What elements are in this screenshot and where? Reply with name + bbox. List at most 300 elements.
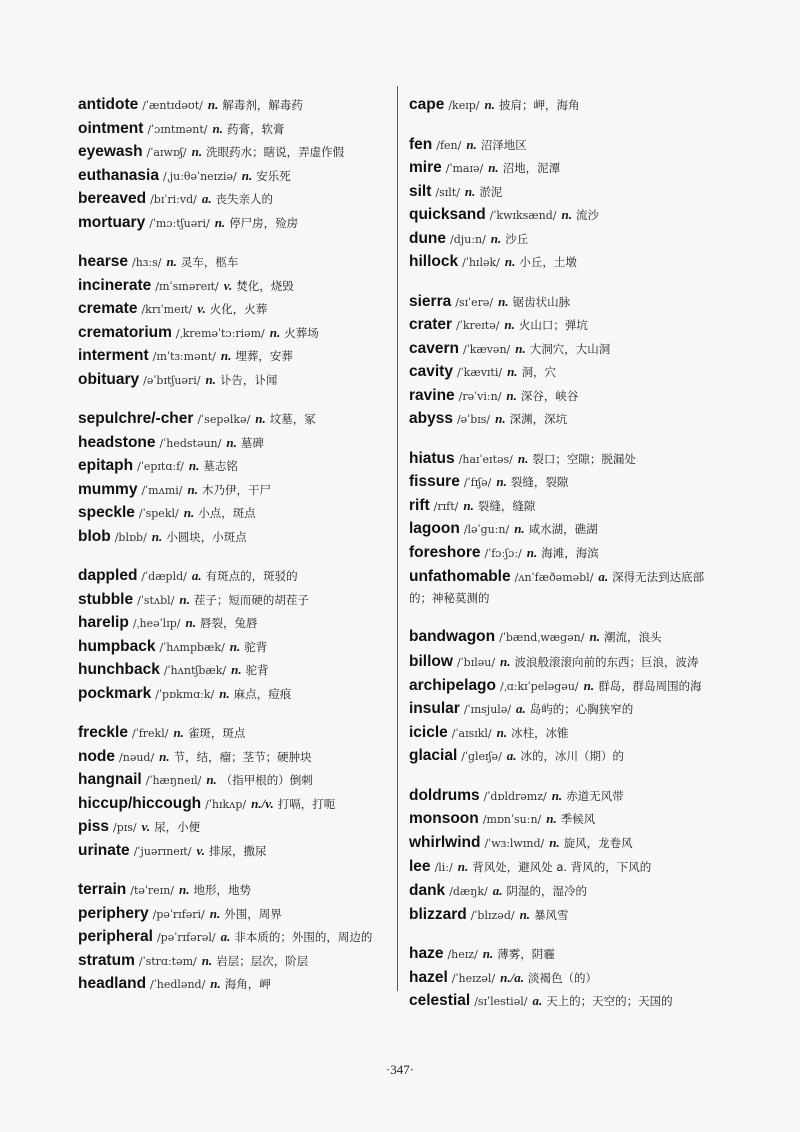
phonetic: /krɪˈmeɪt/ (141, 303, 193, 316)
phonetic: /ˈɔɪntmənt/ (147, 122, 208, 136)
definition: 药膏，软膏 (227, 121, 285, 136)
phonetic: /ˈhedstəun/ (159, 436, 222, 450)
part-of-speech: n. (210, 976, 221, 991)
phonetic: /ˈkwɪksænd/ (489, 209, 557, 222)
part-of-speech: n. (488, 160, 499, 175)
headword: dank (409, 882, 446, 899)
left-column (78, 94, 388, 997)
column-divider (397, 86, 398, 991)
definition: 岛屿的；心胸狭窄的 (529, 702, 634, 716)
headword: pockmark (78, 684, 152, 702)
entry-group (78, 722, 388, 863)
definition: 群岛，群岛周围的海 (598, 678, 702, 693)
phonetic: /ˈjuərɪneɪt/ (133, 844, 192, 858)
headword: mummy (78, 480, 138, 498)
vocab-entry (78, 141, 388, 165)
headword: rift (409, 496, 430, 514)
part-of-speech: n. (549, 834, 560, 850)
headword: haze (409, 945, 444, 962)
definition: 流沙 (575, 208, 599, 222)
definition: 麻点，痘痕 (233, 686, 292, 701)
headword: headstone (78, 433, 156, 451)
vocab-entry (409, 408, 727, 432)
part-of-speech: n. (561, 207, 572, 222)
headword: cremate (78, 300, 138, 317)
group-spacer (409, 275, 727, 291)
vocab-entry (78, 879, 388, 903)
headword: billow (409, 652, 453, 670)
headword: peripheral (78, 928, 153, 945)
vocab-entry (409, 698, 727, 722)
phonetic: /ˈsepəlkə/ (197, 413, 251, 426)
vocab-entry (78, 769, 388, 793)
definition: （指甲根的）倒刺 (220, 773, 313, 787)
group-spacer (409, 432, 727, 448)
phonetic: /ˈhedlənd/ (150, 978, 206, 991)
vocab-entry (78, 479, 388, 503)
part-of-speech: n. (151, 528, 163, 544)
group-spacer (78, 706, 388, 722)
vocab-entry (78, 275, 388, 299)
part-of-speech: n. (241, 167, 253, 183)
definition: 薄雾，阴霾 (497, 947, 555, 961)
part-of-speech: n./v. (251, 795, 274, 811)
headword: cavern (409, 339, 459, 357)
group-spacer (409, 769, 727, 785)
vocab-entry (78, 659, 388, 683)
headword: mire (409, 159, 442, 176)
part-of-speech: n. (500, 653, 511, 669)
phonetic: /ˌkreməˈtɔːriəm/ (175, 326, 265, 340)
part-of-speech: n. (214, 214, 226, 230)
headword: euthanasia (78, 166, 159, 184)
phonetic: /hɜːs/ (131, 256, 162, 269)
entry-group (78, 94, 388, 235)
phonetic: /pɪs/ (113, 821, 137, 834)
headword: quicksand (409, 206, 486, 223)
part-of-speech: n./a. (500, 969, 524, 985)
phonetic: /ˈhʌntʃbæk/ (163, 664, 227, 677)
group-spacer (78, 235, 388, 251)
part-of-speech: n. (207, 97, 219, 112)
vocab-entry (78, 973, 388, 997)
phonetic: /fen/ (436, 138, 462, 152)
headword: hearse (78, 253, 128, 270)
headword: headland (78, 975, 147, 992)
part-of-speech: n. (507, 364, 518, 379)
definition: 阴湿的，湿冷的 (506, 884, 587, 898)
part-of-speech: v. (197, 301, 206, 316)
vocab-entry (78, 636, 388, 660)
entry-group (409, 626, 727, 769)
vocab-entry (78, 565, 388, 589)
part-of-speech: n. (206, 772, 217, 787)
part-of-speech: n. (185, 615, 196, 630)
part-of-speech: n. (504, 254, 516, 269)
vocab-entry (409, 832, 727, 856)
headword: hangnail (78, 771, 142, 788)
definition: 裂缝，裂隙 (510, 475, 569, 489)
part-of-speech: n. (220, 348, 232, 363)
definition: 沼泽地区 (480, 137, 527, 152)
phonetic: /ˈhɪkʌp/ (205, 797, 247, 811)
phonetic: /təˈreɪn/ (130, 884, 174, 897)
definition: 丧失亲人的 (215, 192, 274, 206)
headword: stubble (78, 590, 134, 608)
part-of-speech: a. (506, 748, 517, 763)
definition: 埋葬，安葬 (235, 349, 293, 363)
headword: stratum (78, 951, 135, 969)
vocab-entry (409, 204, 727, 228)
entry-group (409, 448, 727, 609)
part-of-speech: a. (532, 993, 543, 1008)
vocab-entry (409, 314, 727, 338)
entry-group (409, 943, 727, 1014)
part-of-speech: n. (183, 505, 195, 520)
headword: monsoon (409, 810, 479, 827)
phonetic: /ˈspekl/ (138, 507, 179, 520)
vocab-entry (409, 338, 727, 362)
headword: unfathomable (409, 568, 511, 585)
vocab-entry (78, 251, 388, 275)
definition: 地形，地势 (193, 883, 251, 897)
part-of-speech: n. (269, 324, 281, 340)
vocab-entry (78, 502, 388, 526)
definition: 驼背 (244, 639, 268, 654)
headword: hazel (409, 968, 448, 986)
phonetic: /ˈdɒldrəmz/ (483, 789, 547, 803)
part-of-speech: n. (231, 662, 242, 677)
headword: ravine (409, 386, 455, 404)
headword: ointment (78, 119, 144, 137)
phonetic: /pəˈrɪfəri/ (152, 907, 205, 921)
part-of-speech: n. (187, 481, 198, 497)
definition: 旋风，龙卷风 (563, 835, 633, 850)
headword: dappled (78, 567, 138, 584)
page-number: ·347· (385, 1062, 415, 1077)
part-of-speech: n. (179, 591, 190, 607)
definition: 墓志铭 (203, 459, 238, 473)
definition: 尿，小便 (154, 820, 201, 834)
definition: 雀斑，斑点 (187, 726, 246, 740)
phonetic: /ˈfɔːʃɔː/ (484, 546, 522, 560)
vocab-entry (78, 408, 388, 432)
phonetic: /dæŋk/ (449, 885, 488, 898)
phonetic: /ˈfrekl/ (131, 727, 169, 740)
part-of-speech: n. (226, 434, 237, 450)
phonetic: /ɪnˈsɪnəreɪt/ (155, 279, 219, 293)
headword: sepulchre/-cher (78, 410, 194, 427)
vocab-entry (409, 361, 727, 385)
definition: 暴风雪 (534, 907, 569, 922)
headword: crater (409, 316, 453, 333)
part-of-speech: n. (498, 293, 509, 309)
vocab-entry (409, 542, 727, 566)
headword: interment (78, 347, 149, 364)
vocab-entry (409, 518, 727, 542)
headword: hunchback (78, 661, 160, 678)
phonetic: /ˈwɜːlwɪnd/ (484, 836, 545, 850)
phonetic: /sɪˈlestiəl/ (474, 995, 528, 1008)
headword: mortuary (78, 213, 146, 231)
vocab-entry (409, 880, 727, 904)
part-of-speech: n. (496, 474, 507, 489)
headword: foreshore (409, 543, 481, 561)
part-of-speech: n. (205, 371, 216, 387)
definition: 咸水湖，礁湖 (528, 522, 598, 536)
part-of-speech: n. (526, 544, 538, 560)
phonetic: /ˌɑːkɪˈpeləgəu/ (500, 679, 579, 693)
vocab-entry (409, 181, 727, 205)
headword: bereaved (78, 190, 147, 207)
definition: 冰的，冰川（期）的 (520, 749, 625, 763)
headword: crematorium (78, 323, 172, 341)
headword: epitaph (78, 457, 134, 474)
vocab-entry (78, 840, 388, 864)
group-spacer (78, 549, 388, 565)
phonetic: /əˈbɪs/ (456, 413, 491, 426)
part-of-speech: n. (255, 411, 266, 426)
definition: 木乃伊，干尸 (201, 482, 271, 497)
part-of-speech: n. (229, 638, 241, 654)
part-of-speech: n. (166, 254, 177, 269)
vocab-entry (78, 345, 388, 369)
phonetic: /ˈbændˌwægən/ (499, 631, 585, 644)
phonetic: /mɒnˈsuːn/ (482, 813, 542, 826)
phonetic: /əˈbɪtʃuəri/ (143, 373, 201, 387)
headword: urinate (78, 841, 130, 859)
headword: terrain (78, 881, 127, 898)
entry-group (409, 94, 727, 118)
definition: 小点，斑点 (198, 506, 256, 520)
headword: glacial (409, 747, 458, 764)
headword: sierra (409, 292, 452, 310)
phonetic: /djuːn/ (450, 232, 486, 246)
phonetic: /ˈaɪwɒʃ/ (146, 146, 187, 159)
vocab-entry (409, 567, 727, 608)
part-of-speech: n. (159, 748, 170, 764)
phonetic: /ɪnˈtɜːmənt/ (152, 350, 216, 363)
entry-group (409, 134, 727, 275)
group-spacer (409, 610, 727, 626)
group-spacer (78, 863, 388, 879)
phonetic: /rəˈviːn/ (458, 389, 502, 403)
definition: 墓碑 (240, 435, 264, 450)
definition: 淡褐色（的） (527, 970, 597, 985)
vocab-entry (409, 94, 727, 118)
definition: 坟墓，冢 (269, 412, 316, 426)
headword: freckle (78, 724, 128, 741)
part-of-speech: n. (219, 685, 230, 701)
vocab-entry (78, 950, 388, 974)
definition: 小丘，土墩 (519, 255, 577, 269)
part-of-speech: a. (598, 569, 609, 584)
definition: 有斑点的，斑驳的 (205, 569, 298, 583)
definition: 背风处，避风处 a. 背风的，下风的 (472, 860, 652, 874)
phonetic: /pəˈrɪfərəl/ (156, 931, 216, 944)
phonetic: /ˈdæpld/ (141, 570, 187, 583)
part-of-speech: n. (589, 629, 600, 644)
vocab-entry (409, 745, 727, 769)
vocab-entry (409, 990, 727, 1014)
vocab-entry (78, 165, 388, 189)
definition: 停尸房，殓房 (229, 215, 299, 230)
part-of-speech: n. (173, 725, 184, 740)
part-of-speech: a. (516, 701, 526, 716)
phonetic: /ˈstrɑːtəm/ (138, 954, 197, 968)
group-spacer (78, 392, 388, 408)
headword: cape (409, 96, 445, 113)
part-of-speech: n. (490, 230, 502, 246)
vocab-entry (78, 746, 388, 770)
phonetic: /sɪˈerə/ (455, 295, 494, 309)
phonetic: /heɪz/ (447, 948, 478, 961)
headword: abyss (409, 410, 453, 427)
headword: archipelago (409, 676, 496, 694)
vocab-entry (409, 448, 727, 472)
vocab-entry (78, 188, 388, 212)
headword: cavity (409, 363, 453, 380)
headword: periphery (78, 904, 149, 922)
headword: piss (78, 818, 110, 835)
phonetic: /rɪft/ (433, 499, 459, 513)
definition: 火葬场 (284, 325, 319, 340)
phonetic: /ˈpɒkmɑːk/ (155, 687, 215, 701)
vocab-entry (409, 251, 727, 275)
vocab-entry (409, 157, 727, 181)
headword: dune (409, 229, 447, 247)
part-of-speech: n. (551, 787, 563, 803)
definition: 披肩；岬，海角 (498, 98, 580, 112)
vocab-entry (78, 526, 388, 550)
phonetic: /bɪˈriːvd/ (150, 193, 197, 206)
vocab-entry (409, 471, 727, 495)
right-column (409, 94, 727, 1014)
vocab-entry (78, 118, 388, 142)
vocab-entry (409, 626, 727, 650)
definition: 火山口；弹坑 (518, 318, 588, 332)
part-of-speech: n. (179, 882, 190, 897)
headword: fen (409, 135, 433, 153)
phonetic: /ˈaɪsɪkl/ (451, 726, 492, 740)
part-of-speech: n. (482, 946, 494, 961)
definition: 深谷，峡谷 (520, 388, 579, 403)
definition: 大洞穴，大山洞 (529, 341, 611, 356)
part-of-speech: n. (463, 497, 474, 513)
phonetic: /haɪˈeɪtəs/ (458, 452, 513, 466)
part-of-speech: n. (464, 183, 476, 199)
headword: speckle (78, 504, 135, 521)
phonetic: /ləˈguːn/ (463, 523, 510, 536)
phonetic: /ˈmaɪə/ (445, 162, 484, 175)
part-of-speech: v. (141, 819, 151, 834)
part-of-speech: n. (495, 411, 506, 426)
headword: humpback (78, 637, 156, 655)
part-of-speech: n. (457, 859, 469, 874)
group-spacer (409, 118, 727, 134)
headword: harelip (78, 614, 129, 631)
headword: doldrums (409, 786, 480, 804)
entry-group (78, 251, 388, 392)
phonetic: /blɒb/ (114, 530, 147, 544)
phonetic: /ˌjuːθəˈneɪziə/ (162, 169, 237, 183)
definition: 唇裂，兔唇 (199, 616, 258, 630)
headword: incinerate (78, 276, 152, 294)
phonetic: /ˈblɪzəd/ (470, 908, 515, 922)
entry-group (409, 785, 727, 928)
phonetic: /ˈkævən/ (462, 342, 511, 356)
vocab-entry (409, 857, 727, 878)
definition: 讣告，讣闻 (219, 372, 278, 387)
part-of-speech: n. (546, 811, 557, 826)
part-of-speech: n. (517, 450, 529, 466)
headword: silt (409, 182, 432, 200)
definition: 非本质的；外围的，周边的 (234, 930, 373, 944)
vocab-entry (409, 652, 727, 673)
part-of-speech: n. (484, 97, 495, 112)
vocab-entry (78, 369, 388, 393)
phonetic: /ˈepɪtɑːf/ (137, 460, 184, 473)
vocab-entry (409, 385, 727, 409)
definition: 排尿，撒尿 (208, 843, 267, 858)
part-of-speech: n. (212, 120, 223, 136)
phonetic: /ˈstʌbl/ (137, 593, 175, 607)
phonetic: /ˈheɪzəl/ (451, 971, 496, 985)
part-of-speech: n. (583, 677, 595, 693)
entry-group (78, 879, 388, 997)
part-of-speech: n. (496, 724, 508, 740)
definition: 沼地，泥潭 (502, 161, 561, 175)
phonetic: /ˌheəˈlɪp/ (132, 617, 181, 630)
definition: 天上的；天空的；天国的 (546, 994, 673, 1008)
headword: insular (409, 700, 460, 717)
phonetic: /ˈmʌmi/ (141, 483, 183, 497)
entry-group (409, 291, 727, 432)
definition: 洗眼药水；瞎说，弄虚作假 (206, 145, 345, 159)
phonetic: /ˈkævɪti/ (456, 366, 503, 379)
definition: 裂口；空隙；脱漏处 (532, 451, 636, 466)
definition: 小圆块，小斑点 (166, 529, 247, 544)
vocab-entry (78, 212, 388, 236)
vocab-entry (78, 793, 388, 817)
vocab-entry (409, 967, 727, 991)
definition: 深渊，深坑 (509, 412, 568, 426)
vocab-entry (409, 228, 727, 252)
definition: 赤道无风带 (566, 788, 624, 803)
part-of-speech: n. (466, 136, 477, 152)
definition: 茬子；短而硬的胡茬子 (193, 592, 309, 607)
phonetic: /ˈhæŋneɪl/ (145, 774, 202, 787)
definition: 外围，周界 (224, 906, 282, 921)
definition: 海角，岬 (224, 977, 271, 991)
vocab-entry (409, 291, 727, 315)
vocab-entry (78, 903, 388, 927)
phonetic: /ˈmɔːtʃuəri/ (149, 216, 210, 230)
part-of-speech: n. (209, 905, 221, 921)
definition: 打嗝，打呃 (277, 796, 336, 811)
part-of-speech: a. (492, 883, 503, 898)
vocab-entry (78, 298, 388, 322)
headword: node (78, 747, 116, 765)
definition: 解毒剂，解毒药 (222, 98, 303, 112)
definition: 安乐死 (256, 168, 291, 183)
headword: icicle (409, 723, 448, 741)
headword: hiccup/hiccough (78, 794, 202, 812)
definition: 岩层；层次，阶层 (216, 953, 309, 968)
definition: 深得无法到达底部的；神秘莫测的 (409, 570, 705, 605)
headword: bandwagon (409, 628, 496, 645)
phonetic: /nəud/ (119, 750, 155, 764)
